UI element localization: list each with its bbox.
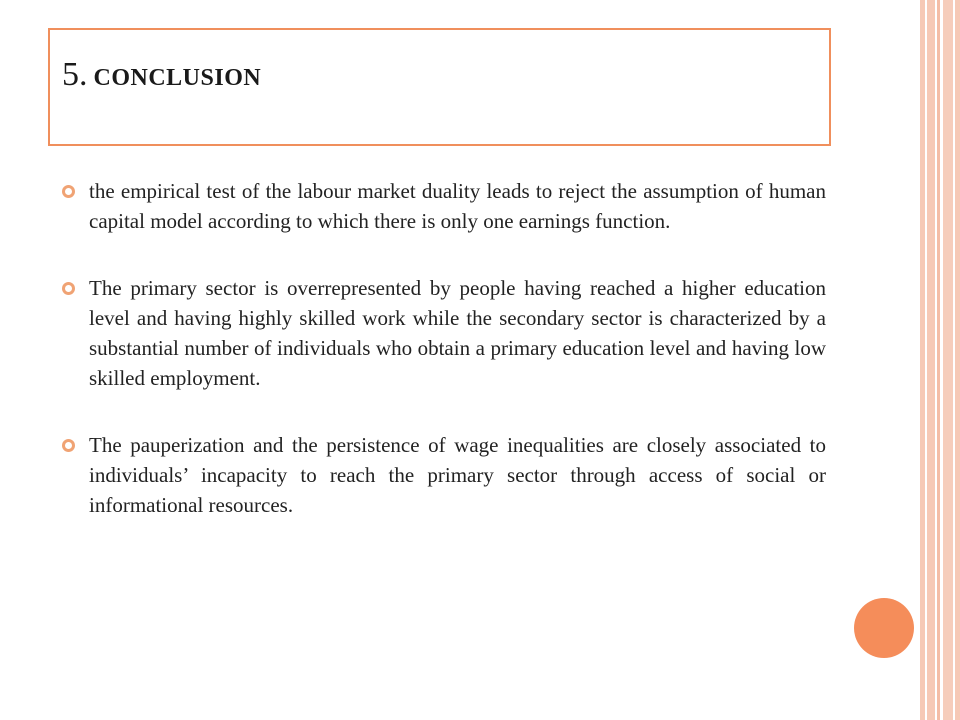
title-box [48, 28, 831, 146]
stripe [943, 0, 953, 720]
title-number: 5. [62, 56, 88, 93]
bullet-text: The primary sector is overrepresented by people having reached a higher education level and having highly skilled work while the secondary sector is characterized by a substantial number of individuals who obtain a primary education level and having low skilled employment. [89, 276, 826, 390]
stripe [955, 0, 960, 720]
decorative-side-stripes [920, 0, 960, 720]
stripe [937, 0, 940, 720]
slide-title [62, 52, 261, 98]
title-word: conclusion [93, 56, 262, 93]
bullet-item [60, 176, 826, 236]
stripe [927, 0, 935, 720]
bullet-text: The pauperization and the persistence of wage inequalities are closely associated to individuals’ incapacity to reach the primary sector through access of social or informational resources. [89, 433, 826, 517]
ring-bullet-icon [62, 185, 75, 198]
ring-bullet-icon [62, 439, 75, 452]
decorative-circle [854, 598, 914, 658]
stripe [920, 0, 925, 720]
bullet-list [60, 176, 826, 557]
bullet-text: the empirical test of the labour market duality leads to reject the assumption of human capital model according to which there is only one earnings function. [89, 179, 826, 233]
bullet-item [60, 430, 826, 520]
ring-bullet-icon [62, 282, 75, 295]
bullet-item [60, 273, 826, 393]
